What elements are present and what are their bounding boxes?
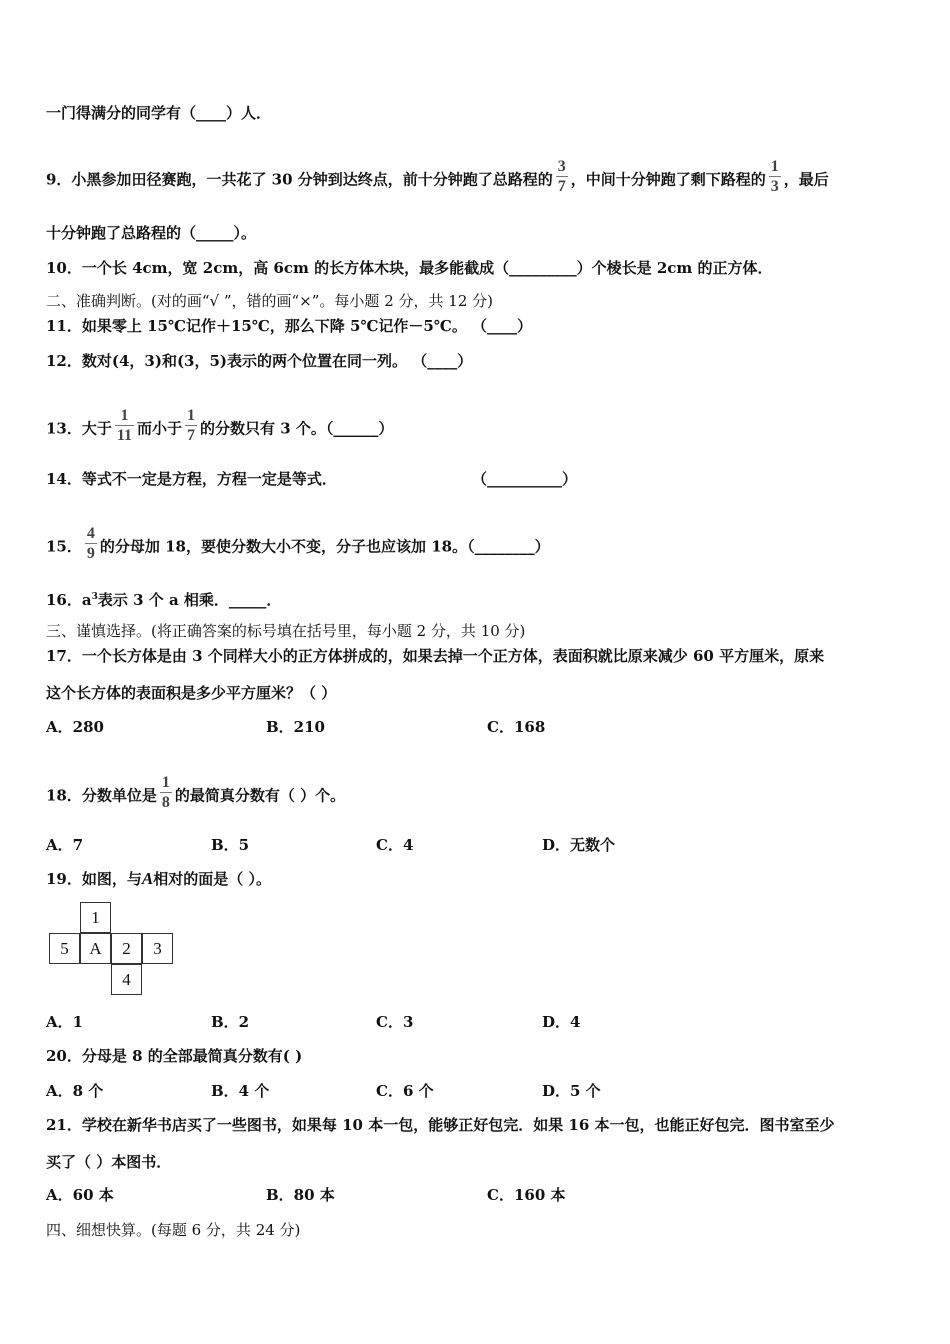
q21-option-a: A．60 本 xyxy=(46,1186,114,1204)
q17-option-c: C．168 xyxy=(487,718,546,736)
q19-var-a: A xyxy=(141,869,154,888)
net-face-5: 5 xyxy=(49,933,80,964)
q20-option-b: B．4 个 xyxy=(211,1082,270,1100)
net-face-1: 1 xyxy=(80,902,111,933)
q17-option-b: B．210 xyxy=(266,718,325,736)
q18: 18．分数单位是 $\frac{1}{8}$ 的最简真分数有（ ）个。 xyxy=(46,774,346,811)
q17-line2: 这个长方体的表面积是多少平方厘米？（ ） xyxy=(46,684,337,702)
q20-option-c: C．6 个 xyxy=(376,1082,434,1100)
q9-line1 xyxy=(46,158,829,200)
q21-option-c: C．160 本 xyxy=(487,1186,566,1204)
q13-fraction-1: $\frac{1}{11}$ xyxy=(116,407,132,444)
q20-option-a: A．8 个 xyxy=(46,1082,104,1100)
q8-tail: 一门得满分的同学有（____）人． xyxy=(46,104,272,122)
q18-option-b: B．5 xyxy=(211,836,250,854)
q14-answer-blank: （__________） xyxy=(472,470,578,488)
cube-net-diagram xyxy=(49,902,175,995)
q18-fraction: $\frac{1}{8}$ xyxy=(161,774,170,811)
net-face-4: 4 xyxy=(111,964,142,995)
q13: 13．大于 $\frac{1}{11}$ 而小于 $\frac{1}{7}$ 的分数只有 3 个。（______） xyxy=(46,407,394,444)
section-4-heading: 四、细想快算。(每题 6 分，共 24 分) xyxy=(46,1221,301,1239)
q10: 10．一个长 4cm，宽 2cm，高 6cm 的长方体木块，最多能截成（_________）个棱长是 2cm 的正方体． xyxy=(46,259,773,277)
q9-line2: 十分钟跑了总路程的（_____）。 xyxy=(46,224,257,242)
q12: 12．数对(4，3)和(3，5)表示的两个位置在同一列。 （____） xyxy=(46,352,473,370)
q9-text-a: 9．小黑参加田径赛跑，一共花了 30 分钟到达终点，前十分钟跑了总路程的 xyxy=(46,170,553,189)
section-3-heading: 三、谨慎选择。(将正确答案的标号填在括号里，每小题 2 分，共 10 分) xyxy=(46,622,526,640)
q17-option-a: A．280 xyxy=(46,718,104,736)
net-face-3: 3 xyxy=(142,933,173,964)
q16-exponent: 3 xyxy=(91,592,98,602)
q11: 11．如果零上 15℃记作＋15℃，那么下降 5℃记作－5℃。 （____） xyxy=(46,317,533,335)
q9-text-b: ，中间十分钟跑了剩下路程的 xyxy=(570,170,766,189)
q21-line1: 21．学校在新华书店买了一些图书，如果每 10 本一包，能够正好包完．如果 16 本一包，也能正好包完．图书室至少 xyxy=(46,1116,835,1134)
q19-option-a: A．1 xyxy=(46,1013,84,1031)
q19-option-c: C．3 xyxy=(376,1013,414,1031)
q19: 19．如图，与A相对的面是（ ）。 xyxy=(46,869,271,888)
net-face-2: 2 xyxy=(111,933,142,964)
q21-line2: 买了（ ）本图书． xyxy=(46,1153,172,1171)
q18-option-a: A．7 xyxy=(46,836,84,854)
net-face-a: A xyxy=(80,933,111,964)
q15-fraction: $\frac{4}{9}$ xyxy=(86,525,95,562)
q19-option-d: D．4 xyxy=(542,1013,581,1031)
q20: 20．分母是 8 的全部最简真分数有( ) xyxy=(46,1047,303,1065)
q13-fraction-2: $\frac{1}{7}$ xyxy=(187,407,196,444)
q9-fraction-2: $\frac{1}{3}$ xyxy=(770,158,779,195)
q15: 15． $\frac{4}{9}$ 的分母加 18，要使分数大小不变，分子也应该加 18。（________） xyxy=(46,525,550,562)
q18-option-c: C．4 xyxy=(376,836,414,854)
q9-fraction-1: $\frac{3}{7}$ xyxy=(557,158,566,195)
q19-option-b: B．2 xyxy=(211,1013,250,1031)
q20-option-d: D．5 个 xyxy=(542,1082,601,1100)
q17-line1: 17．一个长方体是由 3 个同样大小的正方体拼成的，如果去掉一个正方体，表面积就比原来减少 60 平方厘米，原来 xyxy=(46,647,825,665)
q9-text-c: ，最后 xyxy=(783,170,829,189)
q21-option-b: B．80 本 xyxy=(266,1186,335,1204)
q18-option-d: D．无数个 xyxy=(542,836,616,854)
q16-base: a xyxy=(81,591,92,609)
q16: 16．$a^3$表示 3 个 a 相乘．_____． xyxy=(46,591,282,609)
q14: 14．等式不一定是方程，方程一定是等式． xyxy=(46,470,337,488)
section-2-heading: 二、准确判断。(对的画“√ ”，错的画“×”。每小题 2 分，共 12 分) xyxy=(46,292,493,310)
